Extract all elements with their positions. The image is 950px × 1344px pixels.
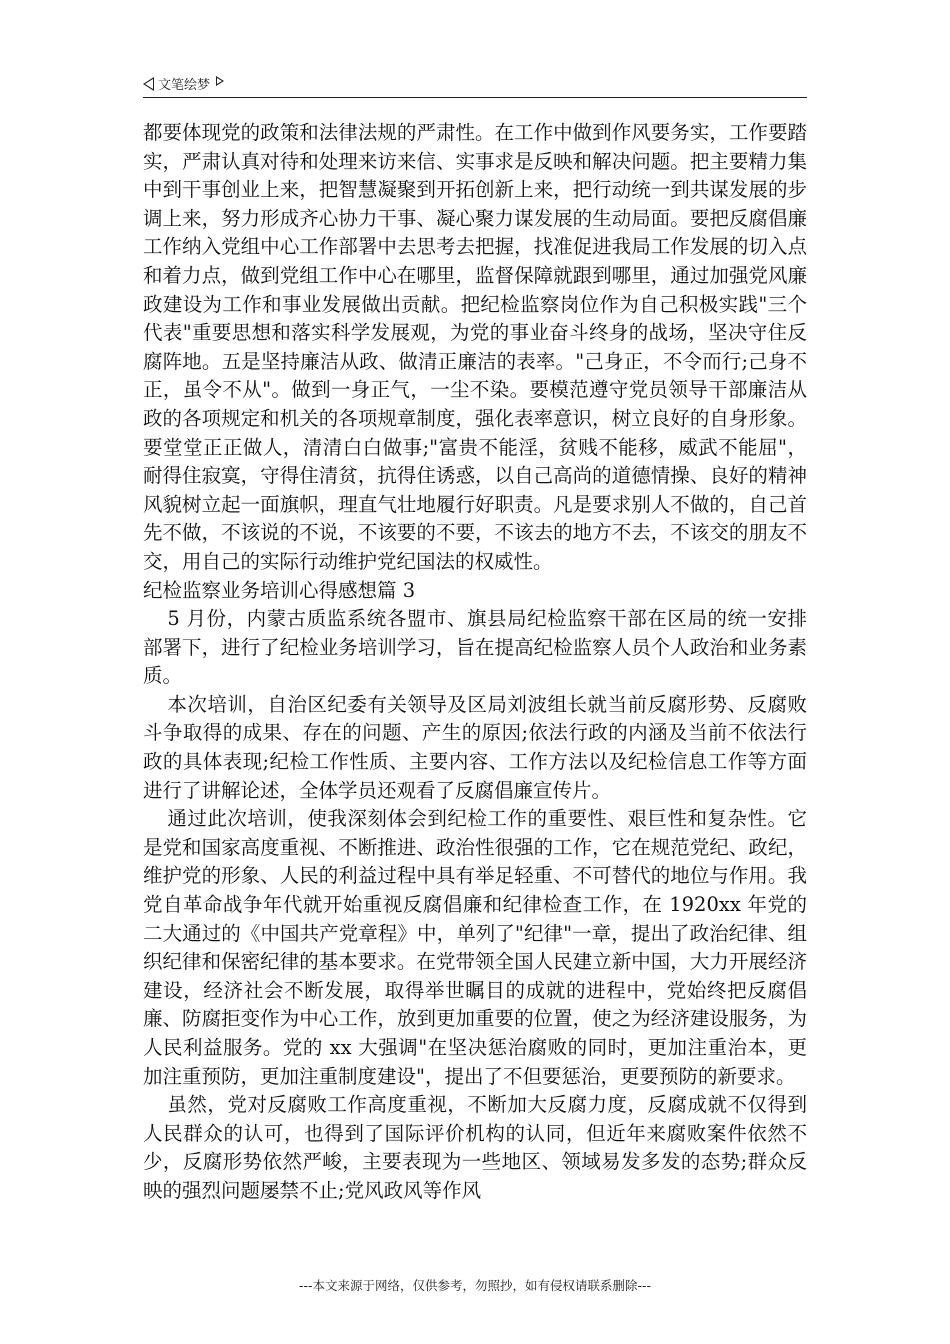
header-rule bbox=[143, 97, 807, 98]
page-header bbox=[143, 74, 807, 98]
page-footer: ---本文来源于网络，仅供参考，勿照抄，如有侵权请联系删除--- bbox=[298, 1278, 652, 1293]
paragraph-continued: 都要体现党的政策和法律法规的严肃性。在工作中做到作风要务实，工作要踏实，严肃认真对待和处理来访来信、实事求是反映和解决问题。把主要精力集中到干事创业上来，把智慧凝聚到开拓创新上来，把行动统一到共谋发展的步调上来，努力形成齐心协力干事、凝心聚力谋发展的生动局面。要把反腐倡廉工作纳入党组中心工作部署中去思考去把握，找准促进我局工作发展的切入点和着力点，做到党组工作中心在哪里，监督保障就跟到哪里，通过加强党风廉政建设为工作和事业发展做出贡献。把纪检监察岗位作为自己积极实践"三个代表"重要思想和落实科学发展观，为党的事业奋斗终身的战场，坚决守住反腐阵地。五是坚持廉洁从政、做清正廉洁的表率。"己身正，不令而行;己身不正，虽令不从"。做到一身正气，一尘不染。要模范遵守党员领导干部廉洁从政的各项规定和机关的各项规章制度，强化表率意识，树立良好的自身形象。要堂堂正正做人，清清白白做事;"富贵不能淫，贫贱不能移，威武不能屈"，耐得住寂寞，守得住清贫，抗得住诱惑，以自己高尚的道德情操、良好的精神风貌树立起一面旗帜，理直气壮地履行好职责。凡是要求别人不做的，自己首先不做，不该说的不说，不该要的不要，不该去的地方不去，不该交的朋友不交，用自己的实际行动维护党纪国法的权威性。 bbox=[143, 121, 807, 573]
header-brand: 文笔绘梦 bbox=[158, 78, 211, 93]
document-body bbox=[143, 119, 807, 1206]
paragraph: 5 月份，内蒙古质监系统各盟市、旗县局纪检监察干部在区局的统一安排部署下，进行了纪检业务培训学习，旨在提高纪检监察人员个人政治和业务素质。 bbox=[143, 607, 807, 688]
paragraph: 本次培训，自治区纪委有关领导及区局刘波组长就当前反腐形势、反腐败斗争取得的成果、存在的问题、产生的原因;依法行政的内涵及当前不依法行政的具体表现;纪检工作性质、主要内容、工作方法以及纪检信息工作等方面进行了讲解论述，全体学员还观看了反腐倡廉宣传片。 bbox=[143, 692, 807, 802]
right-triangle-icon bbox=[216, 76, 224, 86]
paragraph: 虽然，党对反腐败工作高度重视，不断加大反腐力度，反腐成就不仅得到人民群众的认可，也得到了国际评价机构的认同，但近年来腐败案件依然不少，反腐形势依然严峻，主要表现为一些地区、领域易发多发的态势;群众反映的强烈问题屡禁不止;党风政风等作风 bbox=[143, 1093, 807, 1202]
section-heading: 纪检监察业务培训心得感想篇 3 bbox=[143, 578, 416, 602]
paragraph: 通过此次培训，使我深刻体会到纪检工作的重要性、艰巨性和复杂性。它是党和国家高度重视、不断推进、政治性很强的工作，它在规范党纪、政纪，维护党的形象、人民的利益过程中具有举足轻重、不可替代的地位与作用。我党自革命战争年代就开始重视反腐倡廉和纪律检查工作，在 1920xx 年党的二大通过的《中国共产党章程》中，单列了"纪律"一章，提出了政治纪律、组织纪律和保密纪律的基本要求。在党带领全国人民建立新中国，大力开展经济建设，经济社会不断发展，取得举世瞩目的成就的进程中，党始终把反腐倡廉、防腐拒变作为中心工作，放到更加重要的位置，使之为经济建设服务，为人民利益服务。党的 xx 大强调"在坚决惩治腐败的同时，更加注重治本，更加注重预防，更加注重制度建设"，提出了不但要惩治，更要预防的新要求。 bbox=[143, 807, 807, 1088]
left-triangle-icon bbox=[143, 77, 154, 91]
